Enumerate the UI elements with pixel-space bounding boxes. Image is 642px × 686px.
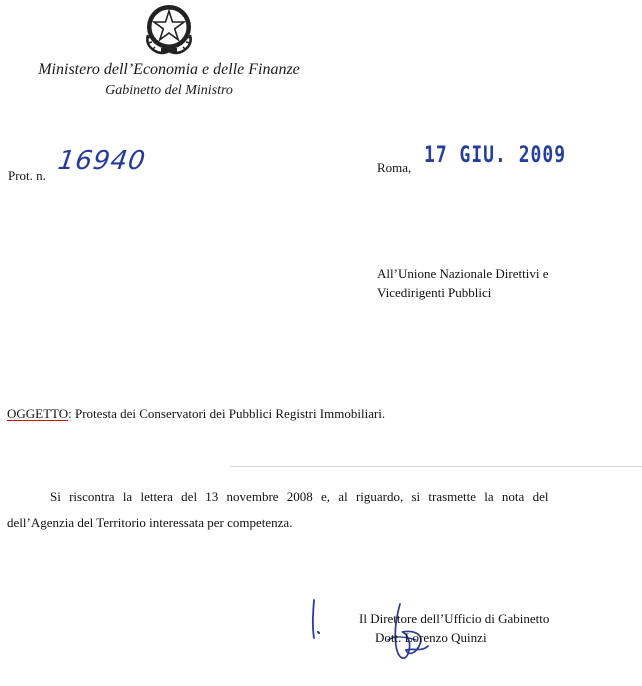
signatory-role: Il Direttore dell’Ufficio di Gabinetto [359, 611, 550, 626]
recipient-line: All’Unione Nazionale Direttivi e [377, 266, 549, 281]
subject-label: OGGETTO [7, 406, 69, 421]
signature-block [359, 609, 549, 647]
cabinet-name: Gabinetto del Ministro [105, 83, 233, 98]
scan-artifact-line [230, 466, 642, 467]
recipient-line: Vicedirigenti Pubblici [377, 285, 492, 300]
date-stamp: 17 GIU. 2009 [424, 142, 567, 169]
subject-line [7, 406, 385, 422]
protocol-label: Prot. n. [8, 168, 46, 183]
signatory-name: Dott. Lorenzo Quinzi [375, 630, 487, 645]
ministry-name: Ministero dell’Economia e delle Finanze [38, 61, 300, 78]
recipient-address [377, 264, 548, 302]
body-paragraph [7, 484, 642, 536]
body-line: Si riscontra la lettera del 13 novembre 2008 e, al riguardo, si trasmette la nota del [50, 489, 549, 504]
subject-text: : Protesta dei Conservatori dei Pubblici Registri Immobiliari. [68, 406, 386, 421]
place-label: Roma, [377, 160, 412, 175]
italian-republic-emblem-icon [141, 1, 197, 57]
protocol-number: 16940 [55, 146, 148, 176]
body-line: dell’Agenzia del Territorio interessata per competenza. [7, 515, 293, 530]
